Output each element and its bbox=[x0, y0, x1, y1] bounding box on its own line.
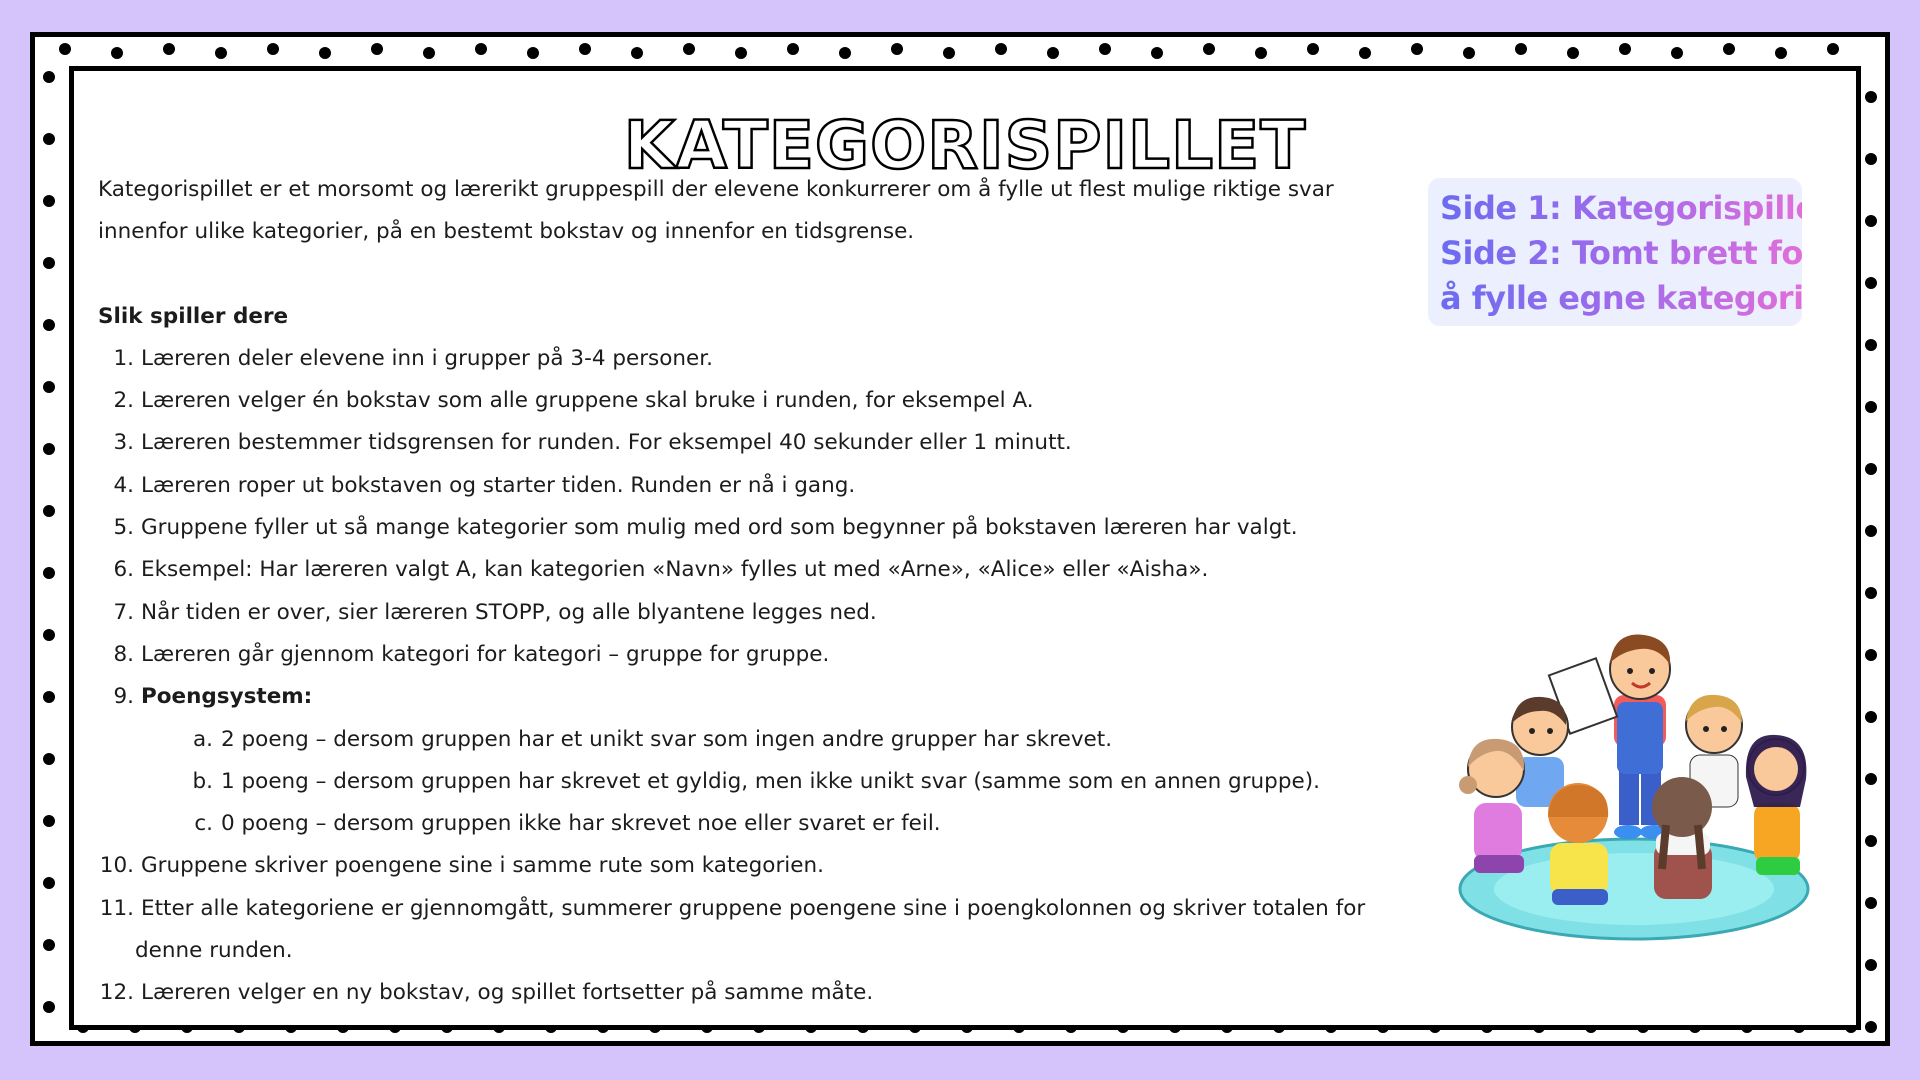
decorative-dot bbox=[1865, 339, 1877, 351]
decorative-dot bbox=[43, 815, 55, 827]
decorative-dot bbox=[319, 47, 331, 59]
list-item: a. 2 poeng – dersom gruppen har et unikt svar som ingen andre grupper har skrevet. bbox=[192, 726, 1113, 752]
decorative-dot bbox=[43, 71, 55, 83]
decorative-dot bbox=[1047, 47, 1059, 59]
decorative-dot bbox=[683, 43, 695, 55]
list-item: 4. Læreren roper ut bokstaven og starter tiden. Runden er nå i gang. bbox=[113, 472, 856, 498]
page-guide-line: Side 1: Kategorispillet bbox=[1440, 186, 1802, 231]
list-item: 8. Læreren går gjennom kategori for kategori – gruppe for gruppe. bbox=[113, 641, 830, 667]
decorative-dot bbox=[579, 43, 591, 55]
decorative-dot bbox=[1255, 47, 1267, 59]
page-guide-line: Side 2: Tomt brett for bbox=[1440, 231, 1802, 276]
decorative-dot bbox=[1775, 47, 1787, 59]
decorative-dot bbox=[1099, 43, 1111, 55]
decorative-dot bbox=[1671, 47, 1683, 59]
list-item: 5. Gruppene fyller ut så mange kategorier som mulig med ord som begynner på bokstaven læreren har valgt. bbox=[113, 515, 1298, 541]
list-item: 6. Eksempel: Har læreren valgt A, kan kategorien «Navn» fylles ut med «Arne», «Alice» eller «Aisha». bbox=[113, 557, 1209, 583]
decorative-dot bbox=[527, 47, 539, 59]
list-item: 10. Gruppene skriver poengene sine i samme rute som kategorien. bbox=[99, 853, 824, 879]
decorative-dot bbox=[1865, 959, 1877, 971]
list-item: 3. Læreren bestemmer tidsgrensen for runden. For eksempel 40 sekunder eller 1 minutt. bbox=[113, 430, 1072, 456]
decorative-dot bbox=[1515, 43, 1527, 55]
decorative-dot bbox=[59, 43, 71, 55]
instructions bbox=[98, 169, 1418, 1015]
decorative-dot bbox=[43, 753, 55, 765]
list-item: b. 1 poeng – dersom gruppen har skrevet et gyldig, men ikke unikt svar (samme som en annen gruppe). bbox=[192, 768, 1320, 794]
decorative-dot bbox=[1411, 43, 1423, 55]
decorative-dot bbox=[43, 691, 55, 703]
points-list bbox=[141, 719, 1418, 846]
decorative-dot bbox=[43, 939, 55, 951]
decorative-dot bbox=[631, 47, 643, 59]
list-item: 7. Når tiden er over, sier læreren STOPP, og alle blyantene legges ned. bbox=[113, 599, 877, 625]
decorative-dot bbox=[1865, 1021, 1877, 1033]
decorative-dot bbox=[1865, 587, 1877, 599]
decorative-dot bbox=[43, 629, 55, 641]
points-heading: Poengsystem: bbox=[141, 684, 313, 710]
decorative-dot bbox=[267, 43, 279, 55]
decorative-dot bbox=[1865, 525, 1877, 537]
decorative-dot bbox=[1619, 43, 1631, 55]
list-item: 11. Etter alle kategoriene er gjennomgått, summerer gruppene poengene sine i poengkolonnen og skriver totalen for denne runden. bbox=[99, 895, 1366, 964]
children-circle-illustration bbox=[1454, 607, 1814, 947]
decorative-dot bbox=[43, 443, 55, 455]
page-guide-box bbox=[1428, 178, 1841, 326]
decorative-dot bbox=[1359, 47, 1371, 59]
intro-paragraph: Kategorispillet er et morsomt og lærerikt gruppespill der elevene konkurrerer om å fylle ut flest mulige riktige svar innenfor ulike kategorier, på en bestemt bokstav og innenfor en tidsgrense. bbox=[98, 177, 1334, 245]
list-item: c. 0 poeng – dersom gruppen ikke har skrevet noe eller svaret er feil. bbox=[194, 811, 941, 837]
decorative-dot bbox=[1865, 215, 1877, 227]
decorative-dot bbox=[43, 567, 55, 579]
decorative-dot bbox=[371, 43, 383, 55]
page-guide-line: å fylle egne kategorier bbox=[1440, 276, 1802, 321]
decorative-dot bbox=[1865, 153, 1877, 165]
list-item: 2. Læreren velger én bokstav som alle gruppene skal bruke i runden, for eksempel A. bbox=[113, 388, 1034, 414]
decorative-dot bbox=[1865, 401, 1877, 413]
decorative-dot bbox=[1203, 43, 1215, 55]
decorative-dot bbox=[1567, 47, 1579, 59]
decorative-dot bbox=[787, 43, 799, 55]
decorative-dot bbox=[1865, 277, 1877, 289]
decorative-dot bbox=[43, 381, 55, 393]
decorative-dot bbox=[1865, 463, 1877, 475]
decorative-dot bbox=[891, 43, 903, 55]
list-item: 9. Poengsystem: a. 2 poeng – dersom gruppen har et unikt svar som ingen andre grupper har skrevet. b. 1 poeng – dersom gruppen har skrevet et gyldig, men ikke unikt svar (samme som en annen gruppe). c. 0 poeng – dersom gruppen ikke har skrevet noe eller svaret er feil. bbox=[98, 676, 1418, 845]
decorative-dot bbox=[995, 43, 1007, 55]
decorative-dot bbox=[1151, 47, 1163, 59]
decorative-dot bbox=[43, 319, 55, 331]
decorative-dot bbox=[43, 505, 55, 517]
content-card bbox=[69, 66, 1861, 1030]
decorative-dot bbox=[839, 47, 851, 59]
decorative-dot bbox=[1827, 43, 1839, 55]
decorative-dot bbox=[43, 877, 55, 889]
decorative-dot bbox=[1865, 711, 1877, 723]
decorative-dot bbox=[1865, 773, 1877, 785]
decorative-dot bbox=[943, 47, 955, 59]
decorative-dot bbox=[423, 47, 435, 59]
decorative-dot bbox=[1865, 835, 1877, 847]
decorative-dot bbox=[163, 43, 175, 55]
decorative-dot bbox=[1463, 47, 1475, 59]
decorative-dot bbox=[111, 47, 123, 59]
decorative-dot bbox=[43, 195, 55, 207]
decorative-dot bbox=[1865, 91, 1877, 103]
page-frame bbox=[30, 32, 1890, 1046]
decorative-dot bbox=[735, 47, 747, 59]
decorative-dot bbox=[1865, 649, 1877, 661]
list-item: 12. Læreren velger en ny bokstav, og spillet fortsetter på samme måte. bbox=[99, 980, 874, 1006]
steps-list bbox=[98, 338, 1418, 1015]
decorative-dot bbox=[43, 1001, 55, 1013]
page-title: KATEGORISPILLET bbox=[623, 107, 1307, 184]
section-heading: Slik spiller dere bbox=[98, 303, 289, 329]
decorative-dot bbox=[1307, 43, 1319, 55]
decorative-dot bbox=[1723, 43, 1735, 55]
decorative-dot bbox=[1865, 897, 1877, 909]
decorative-dot bbox=[43, 133, 55, 145]
decorative-dot bbox=[215, 47, 227, 59]
list-item: 1. Læreren deler elevene inn i grupper på 3-4 personer. bbox=[113, 345, 713, 371]
decorative-dot bbox=[43, 257, 55, 269]
decorative-dot bbox=[475, 43, 487, 55]
